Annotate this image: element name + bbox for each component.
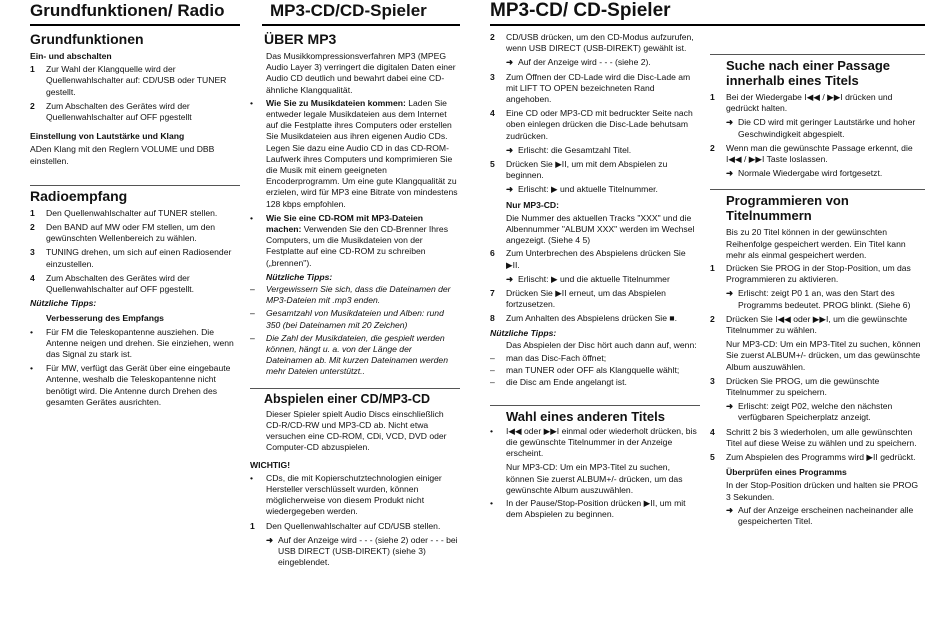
wahl-nur-mp3: Nur MP3-CD: Um ein MP3-Titel zu suchen, können Sie zuerst ALBUM+/- drücken, um das gewünschte Album auszuwählen. bbox=[506, 462, 683, 495]
list-item: • I◀◀ oder ▶▶I einmal oder wiederholt drücken, bis die gewünschte Titelnummer in der Anzeige erscheint. bbox=[490, 425, 697, 459]
header-rule-middle bbox=[262, 24, 460, 26]
page-header-right: MP3-CD/ CD-Spieler bbox=[490, 0, 671, 21]
result-line: ➜ Erlischt: ▶ und aktuelle Titelnummer. bbox=[506, 184, 658, 195]
warning-title: WICHTIG! bbox=[250, 459, 291, 470]
tips-title: Nützliche Tipps: bbox=[266, 271, 333, 282]
list-item: 2 Drücken Sie I◀◀ oder ▶▶I, um die gewünschte Titelnummer zu wählen. bbox=[710, 313, 908, 336]
list-item: • CDs, die mit Kopierschutztechnologien einiger Hersteller verschlüsselt wurden, können möglicherweise von diesem Produkt nicht wiedergegeben werden. bbox=[250, 472, 442, 517]
list-item: – die Disc am Ende angelangt ist. bbox=[490, 377, 627, 388]
tips-title: Nützliche Tipps: bbox=[490, 327, 557, 338]
result-line: ➜ Erlischt: ▶ und die aktuelle Titelnummer bbox=[506, 273, 670, 284]
section-title-programmieren: Programmieren von Titelnummern bbox=[710, 189, 925, 223]
section-title-suche: Suche nach einer Passage innerhalb eines Titels bbox=[710, 54, 925, 88]
list-item: – man das Disc-Fach öffnet; bbox=[490, 353, 607, 364]
list-item: 4 Schritt 2 bis 3 wiederholen, um alle gewünschten Titel auf diese Weise zu wählen und zu speichern. bbox=[710, 426, 917, 448]
mp3-intro: Das Musikkompressionsverfahren MP3 (MPEG Audio Layer 3) verringert die digitalen Daten einer Audio CD deutlich und bewahrt dabei eine CD-ähnliche Klangqualität. bbox=[266, 51, 456, 95]
list-item: 1 Den Quellenwahlschalter auf TUNER stellen. bbox=[30, 207, 218, 218]
result-line: ➜ Die CD wird mit geringer Lautstärke und hoher Geschwindigkeit abgespielt. bbox=[726, 117, 916, 139]
result-line: ➜ Auf der Anzeige wird - - - (siehe 2) oder - - - bei USB DIRECT (USB-DIREKT) (siehe 3) eingeblendet. bbox=[266, 534, 458, 568]
list-item: 5 Zum Abspielen des Programms wird ▶II gedrückt. bbox=[710, 452, 916, 463]
result-line: ➜ Auf der Anzeige erscheinen nacheinander alle gespeicherten Titel. bbox=[726, 504, 914, 527]
nur-mp3-text: Die Nummer des aktuellen Tracks "XXX" und die Albennummer "ALBUM XXX" werden im Wechsel angezeigt. (Siehe 4 5) bbox=[506, 212, 695, 246]
list-item: 1 Bei der Wiedergabe I◀◀ / ▶▶I drücken und gedrückt halten. bbox=[710, 92, 893, 114]
result-line: ➜ Erlischt: zeigt P0 1 an, was den Start des Programms bedeutet. PROG blinkt. (Siehe 6) bbox=[726, 288, 911, 310]
result-line: ➜ Auf der Anzeige wird - - - (siehe 2). bbox=[506, 57, 651, 68]
result-line: ➜ Normale Wiedergabe wird fortgesetzt. bbox=[726, 168, 883, 179]
list-item: 1 Den Quellenwahlschalter auf CD/USB stellen. bbox=[250, 520, 441, 531]
list-item: 1 Drücken Sie PROG in der Stop-Position, um das Programmieren zu aktivieren. bbox=[710, 263, 911, 285]
prog-intro: Bis zu 20 Titel können in der gewünschten Reihenfolge gespeichert werden. Ein Titel kann mehr als einmal gespeichert werden. bbox=[726, 227, 906, 260]
section-title-abspielen: Abspielen einer CD/MP3-CD bbox=[250, 388, 460, 407]
header-rule-left bbox=[30, 24, 240, 26]
section-title-ueber-mp3: ÜBER MP3 bbox=[264, 32, 337, 47]
column-grundfunktionen bbox=[30, 32, 240, 622]
section-title-grundfunktionen: Grundfunktionen bbox=[30, 32, 144, 47]
result-line: ➜ Erlischt: zeigt P02, welche den nächsten verfügbaren Speicherplatz anzeigt. bbox=[726, 401, 893, 423]
subsection-title-klang: Einstellung von Lautstärke und Klang bbox=[30, 131, 185, 142]
list-item: 1 Zur Wahl der Klangquelle wird der Quellenwahlschalter auf: CD/USB oder TUNER gestellt. bbox=[30, 64, 227, 97]
list-item: • In der Pause/Stop-Position drücken ▶II, um mit dem Abspielen zu beginnen. bbox=[490, 497, 686, 520]
list-item: 5 Drücken Sie ▶II, um mit dem Abspielen zu beginnen. bbox=[490, 159, 668, 181]
list-item: • Wie Sie zu Musikdateien kommen: Laden Sie entweder legale Musikdateien aus dem Internet auf die Festplatte ihres Computers oder erstellen Sie Musikdateien aus ihren eigenen Audio CDs. Legen Sie dazu eine Audio CD in das CD-ROM-Laufwerk ihres Computers und komprimieren Sie die Musik mit einem geeigneten Encoderprogramm. Um eine gute Klangqualität zu erzielen, wird für MP3 eine Bitrate von mindestens 128 kbps empfohlen. bbox=[250, 97, 458, 209]
subsection-title-ueberpruefen: Überprüfen eines Programms bbox=[726, 467, 847, 478]
subsection-title-ein-ab: Ein- und abschalten bbox=[30, 51, 112, 61]
page-header-left: Grundfunktionen/ Radio bbox=[30, 1, 225, 20]
list-item: 2 Zum Abschalten des Gerätes wird der Quellenwahlschalter auf OFF pgestellt bbox=[30, 100, 192, 123]
prog-nur-mp3: Nur MP3-CD: Um ein MP3-Titel zu suchen, können Sie zuerst ALBUM+/- drücken, um das gewünschte Album auszuwählen. bbox=[726, 339, 921, 372]
list-item: 2 Den BAND auf MW oder FM stellen, um den gewünschten Wellenbereich zu wählen. bbox=[30, 222, 216, 244]
list-item: – Die Zahl der Musikdateien, die gespielt werden können, hängt u. a. von der Länge der Dateinamen ab. Mit kurzen Dateinamen werden mehr Dateien unterstützt.. bbox=[250, 332, 448, 377]
list-item: • Für MW, verfügt das Gerät über eine eingebaute Antenne, weshalb die Teleskopantenne nicht benötigt wird. Die Antenne durch Drehen des gesamten Gerätes ausrichten. bbox=[30, 363, 231, 407]
list-item: 6 Zum Unterbrechen des Abspielens drücken Sie ▶II. bbox=[490, 248, 686, 270]
list-item: 7 Drücken Sie ▶II erneut, um das Abspielen fortzusetzen. bbox=[490, 288, 666, 310]
header-rule-right bbox=[490, 24, 925, 26]
subsection-title-nur-mp3: Nur MP3-CD: bbox=[506, 199, 559, 210]
column-suche-programm bbox=[710, 54, 925, 624]
column-cd-spieler bbox=[490, 32, 700, 622]
list-item: 3 Drücken Sie PROG, um die gewünschte Titelnummer zu speichern. bbox=[710, 375, 880, 398]
subsection-title-empfang: Verbesserung des Empfangs bbox=[46, 313, 164, 324]
page-header-middle: MP3-CD/CD-Spieler bbox=[270, 1, 427, 20]
column-mp3 bbox=[250, 32, 460, 622]
list-item: – Gesamtzahl von Musikdateien und Alben: rund 350 (bei Dateinamen mit 20 Zeichen) bbox=[250, 308, 444, 330]
list-item: 2 Wenn man die gewünschte Passage erkennt, die I◀◀ / ▶▶I Taste loslassen. bbox=[710, 142, 913, 165]
list-item: 8 Zum Anhalten des Abspielens drücken Sie ■. bbox=[490, 313, 677, 324]
list-item: – man TUNER oder OFF als Klangquelle wählt; bbox=[490, 365, 680, 376]
list-item: 3 Zum Öffnen der CD-Lade wird die Disc-Lade am mit LIFT TO OPEN bezeichneten Rand angehoben. bbox=[490, 71, 691, 105]
tips-intro: Das Abspielen der Disc hört auch dann auf, wenn: bbox=[506, 339, 697, 350]
section-title-radioempfang: Radioempfang bbox=[30, 185, 240, 204]
list-item: 3 TUNING drehen, um sich auf einen Radiosender einzustellen. bbox=[30, 247, 232, 269]
list-item: 4 Zum Abschalten des Gerätes wird der Quellenwahlschalter auf OFF pgestellt. bbox=[30, 272, 195, 295]
list-item: • Wie Sie eine CD-ROM mit MP3-Dateien machen: Verwenden Sie den CD-Brenner Ihres Computers, um die Musikdateien von der Festplatte auf eine CD-ROM zu schreiben („brennen"). bbox=[250, 212, 448, 268]
list-item: 2 CD/USB drücken, um den CD-Modus aufzurufen, wenn USB DIRECT (USB-DIREKT) gewählt ist. bbox=[490, 32, 694, 54]
result-line: ➜ Erlischt: die Gesamtzahl Titel. bbox=[506, 144, 632, 155]
tips-title: Nützliche Tipps: bbox=[30, 298, 97, 309]
list-item: • Für FM die Teleskopantenne ausziehen. Die Antenne neigen und drehen. Sie einziehen, wenn das Signal zu stark ist. bbox=[30, 326, 234, 360]
section-title-wahl: Wahl eines anderen Titels bbox=[490, 405, 700, 424]
abspielen-text: Dieser Spieler spielt Audio Discs einschließlich CD-R/CD-RW und MP3-CD ab. Nicht etwa versuchen eine CD-ROM, CDi, VCD, DVD oder Computer-CD abzuspielen. bbox=[266, 408, 447, 453]
list-item: – Vergewissern Sie sich, dass die Dateinamen der MP3-Dateien mit .mp3 enden. bbox=[250, 284, 451, 306]
klang-text: ADen Klang mit den Reglern VOLUME und DBB einstellen. bbox=[30, 144, 215, 166]
list-item: 4 Eine CD oder MP3-CD mit bedruckter Seite nach oben einlegen drücken die Disc-Lade behutsam zudrücken. bbox=[490, 108, 693, 141]
check-text: In der Stop-Position drücken und halten sie PROG 3 Sekunden. bbox=[726, 480, 919, 502]
